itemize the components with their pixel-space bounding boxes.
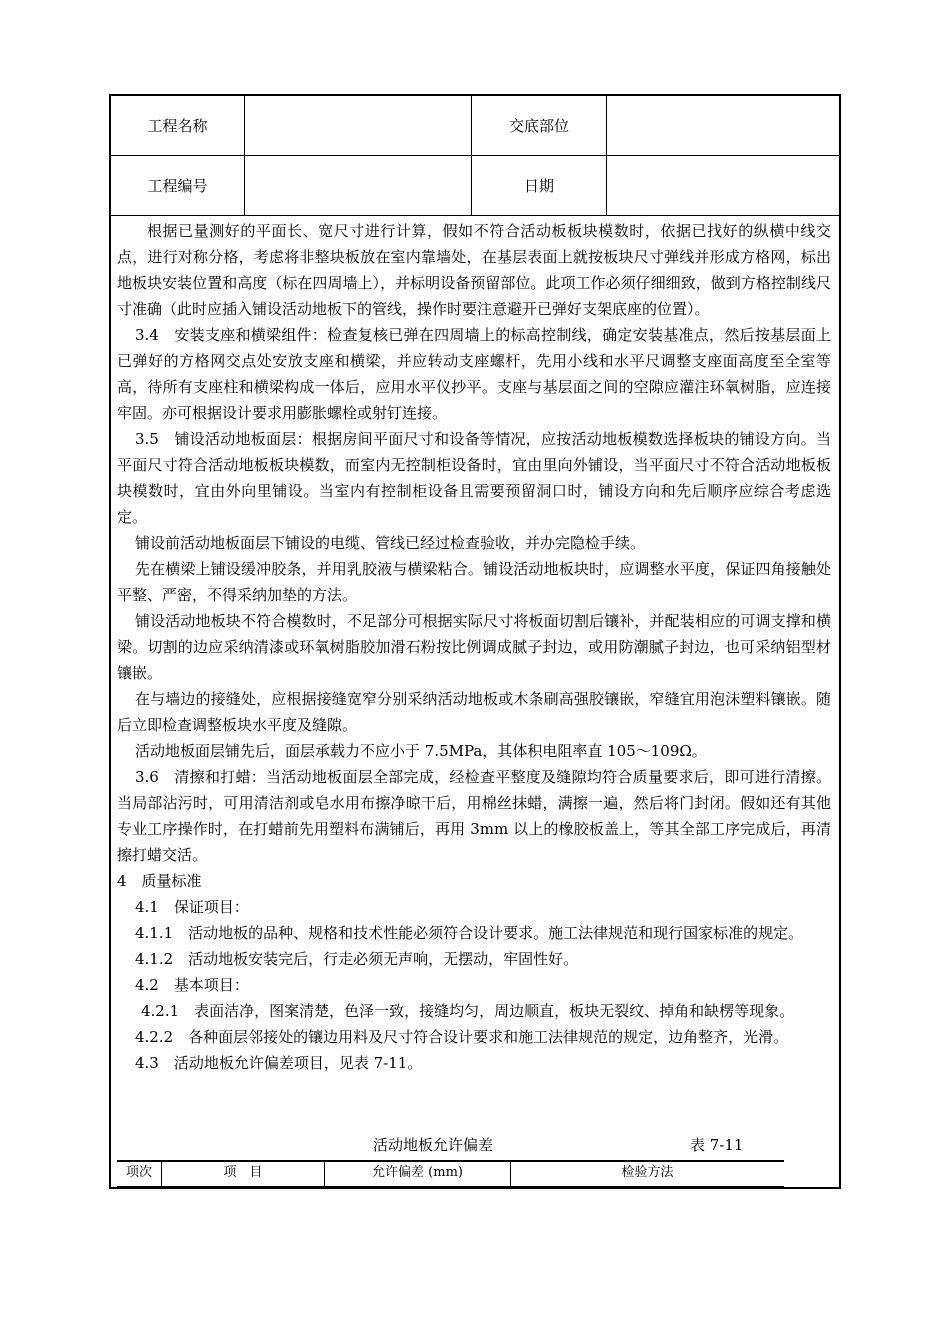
paragraph: 在与墙边的接缝处，应根据接缝宽窄分别采纳活动地板或木条刷高强胶镶嵌，窄缝宜用泡沫塑料镶嵌。随后立即检查调整板块水平度及缝隙。 bbox=[117, 690, 831, 734]
paragraph: 先在横梁上铺设缓冲胶条，并用乳胶液与横梁粘合。铺设活动地板块时，应调整水平度，保证四角接触处平整、严密，不得采纳加垫的方法。 bbox=[117, 560, 831, 604]
section-3-4: 3.4 安装支座和横梁组件：检查复核已弹在四周墙上的标高控制线，确定安装基准点，然后按基层面上已弹好的方格网交点处安放支座和横梁，并应转动支座螺杆，先用小线和水平尺调整支座面高度至全室等高，待所有支座柱和横梁构成一体后，应用水平仪抄平。支座与基层面之间的空隙应灌注环氧树脂，应连接牢固。亦可根据设计要求用膨胀螺栓或射钉连接。 bbox=[117, 326, 831, 422]
disclosure-part-label: 交底部位 bbox=[472, 96, 607, 155]
date-value bbox=[607, 156, 841, 215]
table-number: 表 7-11 bbox=[690, 1136, 744, 1154]
section-3-5: 3.5 铺设活动地板面层：根据房间平面尺寸和设备等情况，应按活动地板模数选择板块的铺设方向。当平面尺寸符合活动地板板块模数，而室内无控制柜设备时，宜由里向外铺设，当平面尺寸不符合活动地板板块模数时，宜由外向里铺设。当室内有控制柜设备且需要预留洞口时，铺设方向和先后顺序应综合考虑选定。 bbox=[117, 430, 831, 526]
disclosure-part-value bbox=[607, 96, 841, 155]
document-body bbox=[117, 218, 831, 1076]
table-header-cell: 项次 bbox=[117, 1162, 162, 1186]
table-header-cell: 项 目 bbox=[162, 1162, 325, 1186]
table-title: 活动地板允许偏差 bbox=[373, 1136, 494, 1154]
paragraph: 根据已量测好的平面长、宽尺寸进行计算，假如不符合活动板板块模数时，依据已找好的纵横中线交点，进行对称分格，考虑将非整块板放在室内靠墙处，在基层表面上就按板块尺寸弹线并形成方格网，标出地板块安装位置和高度（标在四周墙上），并标明设备预留部位。此项工作必须仔细细致，做到方格控制线尺寸准确（此时应插入铺设活动地板下的管线，操作时要注意避开已弹好支架底座的位置）。 bbox=[117, 222, 831, 318]
paragraph: 铺设前活动地板面层下铺设的电缆、管线已经过检查验收，并办完隐检手续。 bbox=[135, 534, 646, 552]
table-header-cell: 检验方法 bbox=[621, 1165, 674, 1180]
section-4-2-2: 4.2.2 各种面层邻接处的镶边用料及尺寸符合设计要求和施工法律规范的规定，边角整齐，光滑。 bbox=[135, 1028, 789, 1046]
project-number-value bbox=[245, 156, 472, 215]
table-header-row bbox=[117, 1162, 784, 1188]
document-frame bbox=[109, 94, 841, 1189]
paragraph: 铺设活动地板块不符合模数时，不足部分可根据实际尺寸将板面切割后镶补，并配装相应的可调支撑和横梁。切割的边应采纳清漆或环氧树脂胶加滑石粉按比例调成腻子封边，或用防潮腻子封边，也可采纳铝型材镶嵌。 bbox=[117, 612, 831, 682]
project-number-label: 工程编号 bbox=[111, 156, 245, 215]
section-4-1: 4.1 保证项目： bbox=[135, 898, 249, 916]
table-caption bbox=[111, 1134, 839, 1158]
paragraph: 活动地板面层铺先后，面层承载力不应小于 7.5MPa，其体积电阻率直 105～109Ω。 bbox=[135, 742, 707, 760]
section-4-1-1: 4.1.1 活动地板的品种、规格和技术性能必须符合设计要求。施工法律规范和现行国家标准的规定。 bbox=[135, 924, 804, 942]
project-name-label: 工程名称 bbox=[111, 96, 245, 155]
section-3-6: 3.6 清擦和打蜡：当活动地板面层全部完成，经检查平整度及缝隙均符合质量要求后，即可进行清擦。当局部沾污时，可用清洁剂或皂水用布擦净晾干后，用棉丝抹蜡，满擦一遍，然后将门封闭。假如还有其他专业工序操作时，在打蜡前先用塑料布满铺后，再用 3mm 以上的橡胶板盖上，等其全部工序完成后，再清擦打蜡交活。 bbox=[117, 768, 831, 864]
section-4-1-2: 4.1.2 活动地板安装完后，行走必须无声响，无摆动，牢固性好。 bbox=[135, 950, 579, 968]
table-header-cell: 允许偏差 (mm) bbox=[325, 1162, 511, 1186]
section-4-3: 4.3 活动地板允许偏差项目，见表 7-11。 bbox=[135, 1054, 423, 1072]
section-4-2: 4.2 基本项目： bbox=[135, 976, 249, 994]
section-4-2-1: 4.2.1 表面洁净，图案清楚，色泽一致，接缝均匀，周边顺直，板块无裂纹、掉角和缺楞等现象。 bbox=[141, 1002, 795, 1020]
header-row-2 bbox=[111, 156, 839, 216]
date-label: 日期 bbox=[472, 156, 607, 215]
header-row-1 bbox=[111, 96, 839, 156]
section-4-heading: 4 质量标准 bbox=[117, 872, 202, 890]
project-name-value bbox=[245, 96, 472, 155]
